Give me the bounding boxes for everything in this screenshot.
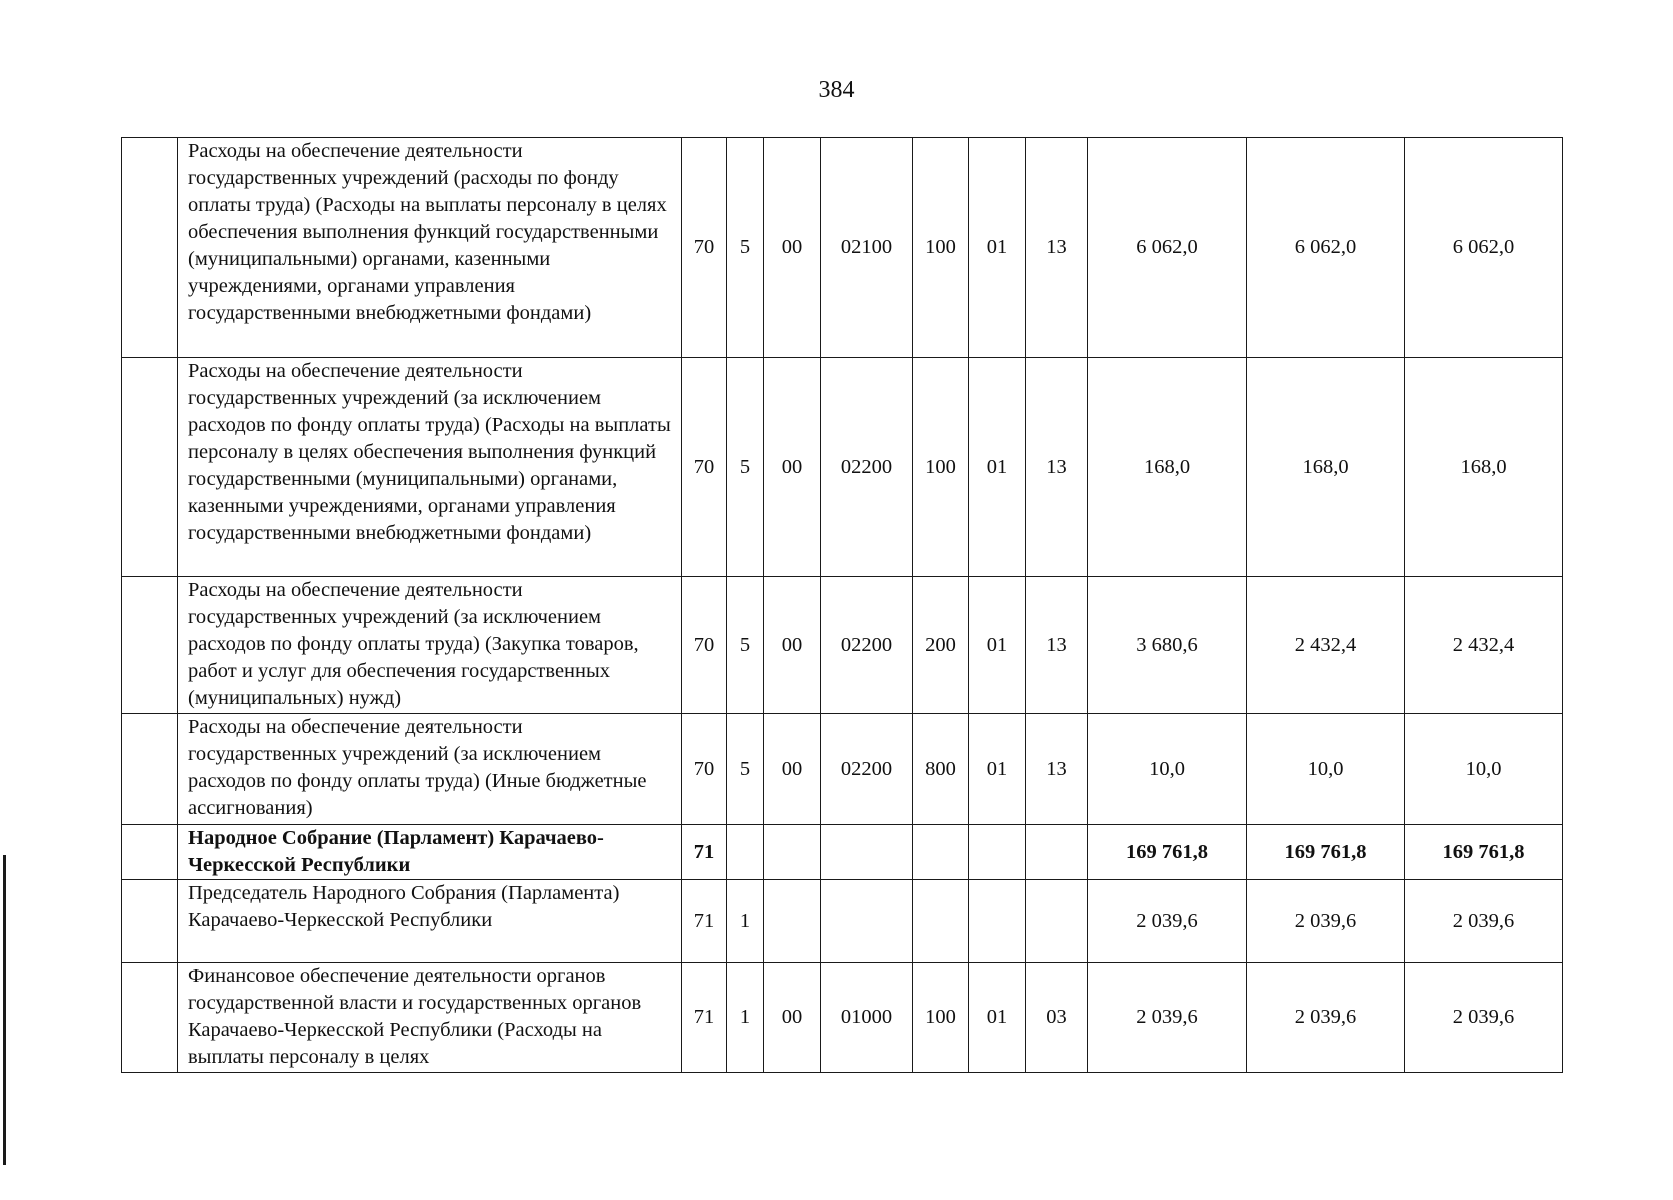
code-subsection: 03	[1026, 963, 1088, 1073]
amount-col-3: 10,0	[1405, 714, 1563, 825]
table-row	[122, 358, 1563, 577]
code-expense-type: 800	[913, 714, 969, 825]
amount-col-2: 168,0	[1247, 358, 1405, 577]
amount-col-1: 6 062,0	[1088, 138, 1247, 358]
code-subprogram: 00	[764, 577, 821, 714]
code-expense-type	[913, 880, 969, 963]
code-section: 01	[969, 714, 1026, 825]
code-subprogram: 00	[764, 714, 821, 825]
table-row	[122, 714, 1563, 825]
blank-cell	[122, 577, 178, 714]
code-admin: 70	[682, 714, 727, 825]
code-program: 5	[727, 714, 764, 825]
code-subsection	[1026, 825, 1088, 880]
row-description: Народное Собрание (Парламент) Карачаево-Черкесской Республики	[178, 825, 682, 880]
row-description: Председатель Народного Собрания (Парламента) Карачаево-Черкесской Республики	[178, 880, 682, 963]
code-admin: 70	[682, 138, 727, 358]
code-direction: 02100	[821, 138, 913, 358]
code-program: 1	[727, 880, 764, 963]
code-expense-type: 100	[913, 963, 969, 1073]
amount-col-3: 168,0	[1405, 358, 1563, 577]
row-description: Финансовое обеспечение деятельности органов государственной власти и государственных органов Карачаево-Черкесской Республики (Расходы на выплаты персоналу в целях	[178, 963, 682, 1073]
amount-col-1: 2 039,6	[1088, 880, 1247, 963]
budget-table	[121, 137, 1563, 1073]
code-direction	[821, 880, 913, 963]
code-expense-type: 100	[913, 138, 969, 358]
amount-col-1: 168,0	[1088, 358, 1247, 577]
amount-col-2: 169 761,8	[1247, 825, 1405, 880]
amount-col-3: 2 039,6	[1405, 963, 1563, 1073]
amount-col-2: 2 039,6	[1247, 963, 1405, 1073]
amount-col-3: 2 039,6	[1405, 880, 1563, 963]
code-admin: 71	[682, 825, 727, 880]
blank-cell	[122, 138, 178, 358]
amount-col-2: 10,0	[1247, 714, 1405, 825]
code-subprogram: 00	[764, 963, 821, 1073]
blank-cell	[122, 880, 178, 963]
code-direction: 01000	[821, 963, 913, 1073]
blank-cell	[122, 714, 178, 825]
code-expense-type	[913, 825, 969, 880]
code-direction: 02200	[821, 358, 913, 577]
code-direction: 02200	[821, 577, 913, 714]
code-subsection	[1026, 880, 1088, 963]
code-subprogram: 00	[764, 358, 821, 577]
amount-col-1: 2 039,6	[1088, 963, 1247, 1073]
amount-col-2: 2 039,6	[1247, 880, 1405, 963]
code-expense-type: 200	[913, 577, 969, 714]
code-program: 5	[727, 138, 764, 358]
code-subprogram	[764, 825, 821, 880]
code-section: 01	[969, 138, 1026, 358]
amount-col-1: 3 680,6	[1088, 577, 1247, 714]
code-subsection: 13	[1026, 714, 1088, 825]
amount-col-1: 10,0	[1088, 714, 1247, 825]
code-direction: 02200	[821, 714, 913, 825]
blank-cell	[122, 825, 178, 880]
blank-cell	[122, 963, 178, 1073]
code-direction	[821, 825, 913, 880]
scan-edge-line	[3, 855, 6, 1165]
row-description: Расходы на обеспечение деятельности государственных учреждений (расходы по фонду оплаты труда) (Расходы на выплаты персоналу в целях обеспечения выполнения функций государственными (муниципальными) органами, казенными учреждениями, органами управления государственными внебюджетными фондами)	[178, 138, 682, 358]
row-description: Расходы на обеспечение деятельности государственных учреждений (за исключением расходов по фонду оплаты труда) (Закупка товаров, работ и услуг для обеспечения государственных (муниципальных) нужд)	[178, 577, 682, 714]
blank-cell	[122, 358, 178, 577]
code-section: 01	[969, 358, 1026, 577]
table-row	[122, 963, 1563, 1073]
code-subprogram: 00	[764, 138, 821, 358]
row-description: Расходы на обеспечение деятельности государственных учреждений (за исключением расходов по фонду оплаты труда) (Иные бюджетные ассигнования)	[178, 714, 682, 825]
code-subprogram	[764, 880, 821, 963]
code-section: 01	[969, 577, 1026, 714]
amount-col-3: 169 761,8	[1405, 825, 1563, 880]
page-number: 384	[818, 77, 855, 103]
amount-col-2: 2 432,4	[1247, 577, 1405, 714]
row-description: Расходы на обеспечение деятельности государственных учреждений (за исключением расходов по фонду оплаты труда) (Расходы на выплаты персоналу в целях обеспечения выполнения функций государственными (муниципальными) органами, казенными учреждениями, органами управления государственными внебюджетными фондами)	[178, 358, 682, 577]
code-program: 1	[727, 963, 764, 1073]
amount-col-2: 6 062,0	[1247, 138, 1405, 358]
amount-col-3: 2 432,4	[1405, 577, 1563, 714]
table-row	[122, 880, 1563, 963]
code-program: 5	[727, 577, 764, 714]
code-section: 01	[969, 963, 1026, 1073]
code-admin: 70	[682, 358, 727, 577]
code-subsection: 13	[1026, 577, 1088, 714]
code-admin: 71	[682, 963, 727, 1073]
code-section	[969, 880, 1026, 963]
amount-col-1: 169 761,8	[1088, 825, 1247, 880]
code-subsection: 13	[1026, 358, 1088, 577]
code-program	[727, 825, 764, 880]
table-row	[122, 138, 1563, 358]
code-admin: 71	[682, 880, 727, 963]
amount-col-3: 6 062,0	[1405, 138, 1563, 358]
code-expense-type: 100	[913, 358, 969, 577]
code-program: 5	[727, 358, 764, 577]
code-section	[969, 825, 1026, 880]
table-row-total	[122, 825, 1563, 880]
code-subsection: 13	[1026, 138, 1088, 358]
code-admin: 70	[682, 577, 727, 714]
table-row	[122, 577, 1563, 714]
